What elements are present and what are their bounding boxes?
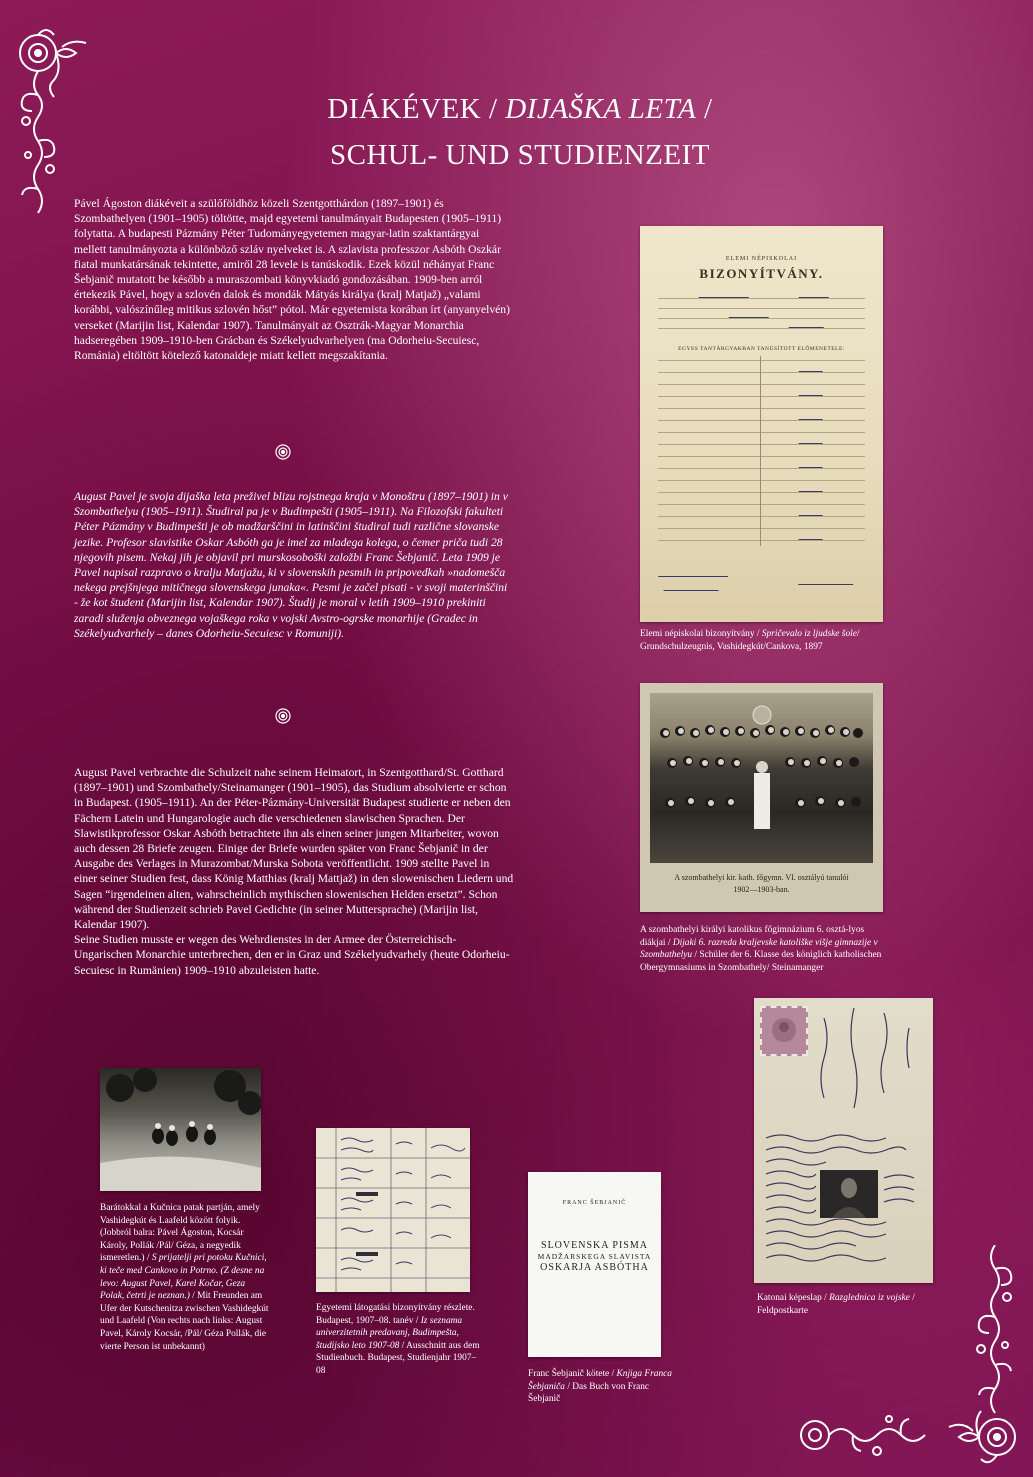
class-photo — [640, 683, 883, 912]
certificate-heading-small: ELEMI NÉPISKOLAI — [725, 256, 798, 262]
study-book-caption: Egyetemi látogatási bizonyítvány részlete. Budapest, 1907–08. tanév / Iz seznama univerzitetnih predavanj, Budimpešta, študijsko leto 1907-08 / Ausschnitt aus dem Studienbuch. Budapest, Studienjahr 1907–08 — [316, 1303, 480, 1376]
hungarian-paragraph: Pável Ágoston diákéveit a szülőföldhöz közeli Szentgotthárdon (1897–1901) és Szombathelyen (1901–1905) töltötte, majd egyetemi tanulmányait Budapesten (1905–1911) folytatta. A budapesti Pázmány Péter Tudományegyetemen magyar-latin szaktantárgyai mellett tanulmányozta a különböző szláv nyelveket is. A szlavista professzor Asbóth Oszkár fiatal munkatársának tekintette, amiről 28 levele is tanúskodik. Ezek közül néhányat Franc Šebjanič mutatott be később a muraszombati könyvkiadó gondozásában. 1909-ben arról értekezik Pável, hogy a szlovén dalok és mondák Mátyás királya (kralj Matjaž) „valami korábbi, valószínűleg mitikus szlovén hőst” pótol. Már egyetemista korában írt (anyanyelvén) verseket (Marijin list, Kalendar 1907). Tanulmányait az Osztrák-Magyar Monarchia hadseregében 1909–1910-ben Grácban és Székelyudvarhelyen (ma Odorheiu-Secuiesc, Románia) eltöltött kötelező katonaideje miatt kellett megszakítania. — [74, 197, 510, 363]
certificate-caption: Elemi népiskolai bizonyítvány / Spričevalo iz ljudske šole/ Grundschulzeugnis, Vashidegkút/Cankova, 1897 — [640, 629, 860, 652]
friends-photo — [100, 1068, 261, 1191]
class-photo-caption: A szombathelyi királyi katolikus főgimnázium 6. osztá-lyos diákjai / Dijaki 6. razreda kraljevske katoliške višje gimnazije v Szombathelyu / Schüler der 6. Klasse des königlich katholischen Obergymnasiums in Szombathely/ Steinamanger — [640, 925, 882, 973]
german-paragraph-part-1: August Pavel verbrachte die Schulzeit nahe seinem Heimatort, in Szentgotthard/St. Gotthard (1897–1901) und Szombathely/Steinamanger (1901–1905), das Studium absolvierte er schon in Budapest. (1905–1911). An der Péter-Pázmány-Universität Budapest studierte er neben den Fächern Latein und Hungarologie auch die verschiedenen slawischen Sprachen. Der Slawistikprofessor Oskar Asbóth betrachtete ihn als einen seiner jungen Mitarbeiter, wovon auch dessen 28 Briefe zeugen. Einige der Briefe wurden später von Franc Šebjanič in der Ausgabe des Verlages in Murazombat/Murska Sobota veröffentlicht. 1909 stellte Pavel in einer seiner Studien fest, dass König Matthias (kralj Mattjaž) in den slowenischen Liedern und Sagen “irgendeinen alten, wahrscheinlich mythischen slowenischen Helden ersetzt”. Schon während der Studienzeit schrieb Pavel Gedichte (in seiner Muttersprache) (Marijin list, Kalendar 1907). — [74, 766, 514, 932]
floral-corner-ornament-bottom — [795, 1405, 955, 1465]
book-caption: Franc Šebjanič kötete / Knjiga Franca Šebjaniča / Das Buch von Franc Šebjanič — [528, 1369, 672, 1405]
title-line-2: SCHUL- UND STUDIENZEIT — [330, 139, 710, 171]
german-paragraph — [74, 765, 514, 978]
class-photo-label-line-2: 1902—1903-ban. — [733, 885, 790, 894]
title-slovenian: DIJAŠKA LETA — [505, 93, 697, 125]
rosette-separator-icon — [275, 444, 291, 460]
rosette-separator-icon — [275, 708, 291, 724]
study-book-image — [316, 1128, 470, 1292]
book-title-line-2: MADŽARSKEGA SLAVISTA — [537, 1252, 652, 1261]
postcard-caption: Katonai képeslap / Razglednica iz vojske / Feldpostkarte — [757, 1293, 915, 1316]
book-title-line-3: OSKARJA ASBÓTHA — [540, 1262, 649, 1273]
german-paragraph-part-2: Seine Studien musste er wegen des Wehrdienstes in der Armee der Österreichisch-Ungarischen Monarchie unterbrechen, den er in Graz und Székelyudvarhely (heute Odorheiu-Secuiesc in Rumänien) 1909–1910 abzuleisten hatte. — [74, 933, 510, 977]
title-line-1: DIÁKÉVEK / DIJAŠKA LETA / — [327, 93, 713, 125]
military-postcard — [754, 998, 933, 1283]
book-title-line-1: SLOVENSKA PISMA — [541, 1240, 648, 1251]
friends-photo-caption: Barátokkal a Kučnica patak partján, amely Vashidegkút és Laafeld között folyik. (Jobbról balra: Pável Ágoston, Kocsár Károly, Pollák /Pál/ Géza, a negyedik ismeretlen.) / S prijatelji pri potoku Kučnici, ki teče med Cankovo in Potrno. (Z desne na levo: August Pavel, Karel Kočar, Geza Polak, četrti je neznan.) / Mit Freunden am Ufer der Kutschenitza zwischen Vashidegkút und Laafeld (Von rechts nach links: August Pavel, Károly Kocsár, /Pál/ Géza Pollák, die vierte Person ist unbekannt) — [100, 1203, 269, 1352]
class-photo-image — [650, 693, 873, 863]
class-photo-label-line-1: A szombathelyi kir. kath. főgymn. VI. osztályú tanulói — [674, 873, 849, 882]
page-title — [200, 86, 840, 178]
soldier-portrait — [820, 1170, 878, 1218]
certificate-heading-large: BIZONYÍTVÁNY. — [699, 266, 824, 281]
book-cover — [528, 1172, 661, 1357]
book-author: FRANC ŠEBJANIČ — [562, 1200, 627, 1206]
certificate-subheading: EGYES TANTÁRGYAKBAN TANÚSÍTOTT ELŐMENETELE: — [678, 346, 845, 352]
floral-corner-ornament-top-left — [10, 25, 90, 215]
slovenian-paragraph: August Pavel je svoja dijaška leta preživel blizu rojstnega kraja v Monoštru (1897–1901) in v Szombathelyu (1905–1911). Študiral pa je v Budimpešti (1905–1911). Na Filozofski fakulteti Péter Pázmány v Budimpešti je ob madžarščini in latinščini študiral tudi različne slovanske jezike. Profesor slavistike Oskar Asbóth ga je imel za mladega kolega, o čemer priča tudi 28 njegovih pisem. Nekaj jih je objavil pri murskosoboški založbi Franc Šebjanič. Leta 1909 je Pavel napisal razpravo o kralju Matjažu, ki v slovenskih pesmih in pripovedkah »nadomešča nekega prejšnjega mitičnega slovenskega junaka«. Pesmi je začel pisati - v svoji materinščini - že kot študent (Marijin list, Kalendar 1907). Študij je moral v letih 1909–1910 prekiniti zaradi služenja obveznega vojaškega roka v vojski Avstro-ogrske monarhije (Gradec in Székelyudvarhely – danes Odorheiu-Secuiesc v Romuniji). — [74, 490, 508, 640]
school-certificate-image — [640, 226, 883, 622]
